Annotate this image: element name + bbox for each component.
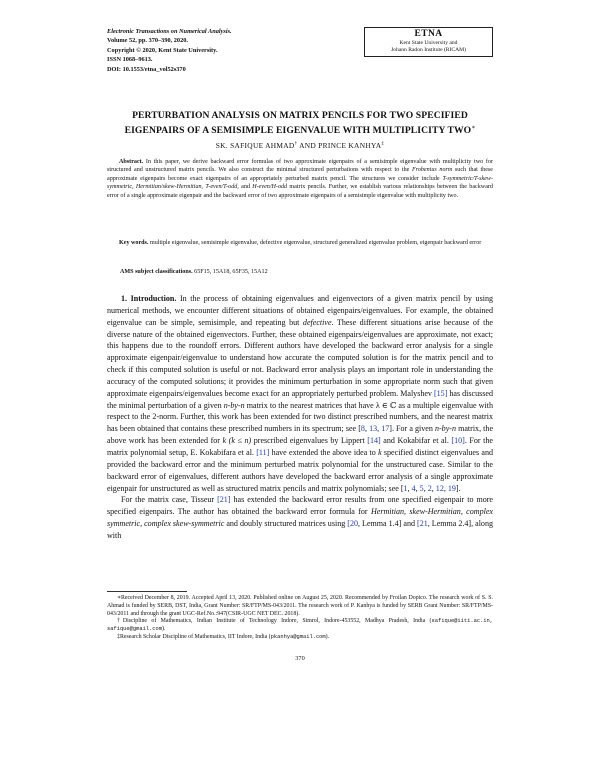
abstract-italic-1: Frobenius norm [411, 167, 453, 174]
footnote-1: ∗Received December 8, 2019. Accepted April 13, 2020. Published online on August 25, 2020. Recommended by Froilan Dopico. The research work of S. S. Ahmad is funded by SERB, DST, India, Grant Number: SR/FTP/MS-043/2011. The research work of P. Kanhya is funded by SERB Grant Number: SR/FTP/MS-043/2011 and through the grant UGC-Ref.No.:947(CSIR-UGC NET DEC. 2018). [107, 595, 493, 617]
p2-c: and doubly structured matrices using [224, 519, 348, 529]
citation-link[interactable]: 2 [427, 483, 432, 493]
footnote-3-text: ‡Research Scholar Discipline of Mathematics, IIT Indore, India ( [117, 633, 271, 640]
volume-info: Volume 52, pp. 370–390, 2020. [107, 37, 188, 45]
p1-bracket-open: [ [358, 424, 361, 434]
p2-italic: Hermitian, skew-Hermitian, complex symmetric, complex skew-symmetric [107, 507, 493, 529]
citation-link[interactable]: [20 [347, 519, 358, 529]
author-1: SK. SAFIQUE AHMAD [215, 141, 295, 150]
etna-name: ETNA [414, 29, 443, 39]
p1-comma: , [423, 483, 428, 493]
email-link[interactable]: pkanhya@gmail.com [270, 633, 326, 640]
introduction-section [107, 293, 493, 542]
citation-link[interactable]: 19 [447, 483, 456, 493]
p1-comma: , [431, 483, 436, 493]
citation-link[interactable]: [15] [433, 388, 448, 398]
abstract-label: Abstract. [119, 159, 144, 165]
abstract-italic-3: H-even/H-odd [252, 184, 288, 191]
p2-d: , Lemma 1.4] and [358, 519, 418, 529]
footnotes [107, 595, 493, 642]
citation-link[interactable]: [21] [217, 495, 231, 505]
ams-classifications [120, 268, 493, 276]
doi: DOI: 10.1553/etna_vol52s370 [107, 65, 186, 73]
ams-text: 65F15, 15A18, 65F35, 15A12 [192, 269, 268, 275]
paper-title [100, 110, 500, 137]
page-number: 370 [295, 655, 305, 662]
p1-f: matrix, the above work has been extended for [107, 424, 494, 446]
p1-comma: , [364, 424, 370, 434]
keywords-label: Key words. [119, 240, 149, 246]
author-line [100, 141, 500, 150]
citation-link[interactable]: 4 [411, 483, 416, 493]
p1-l: specified distinct eigenvalues and provided the backward error and the minimum perturbed matrix polynomial for the unstructured case. Similar to the backward error of eigenvalues, different authors have developed the backward error analysis of a single approximate eigenpair for unstructured as well as structured matrix pencils and matrix polynomials; see [107, 447, 494, 493]
keywords-text: multiple eigenvalue, semisimple eigenvalue, defective eigenvalue, structured generalized eigenvalue problem, eigenpair backward error [148, 240, 482, 246]
citation-link[interactable]: 17 [381, 424, 390, 434]
author-and: AND [297, 141, 319, 150]
keywords [107, 239, 493, 247]
p1-e: . For a given [391, 424, 435, 434]
p1-b: . These different situations arise because of the diverse nature of the obtained eigenvectors. Further, these obtained eigenpairs/eigenvalues are approximate, not exact; this happens due to the roundoff errors. Different authors have developed the backward error analysis for a single approximate eigenpair/eigenvalue to understand how accurate the computed solution is for the matrix pencil and to check if this computed solution is useful or not. Backward error analysis plays an important role in understanding the accuracy of the computed solutions; it provides the minimum perturbation in some appropriate norm such that given approximate eigenpairs/eigenvalues become exact for an appropriately perturbed problem. Malyshev [107, 317, 493, 398]
p1-bracket-close: ] [455, 483, 459, 493]
p1-d: matrix to the nearest matrices that have λ ∈ ℂ as a multiple eigenvalue with respect to the 2-norm. Further, this work has been extended for two distinct prescribed numbers, and the nearest matrix has been obtained that contains these prescribed numbers in its spectrum; see [107, 400, 493, 434]
p1-comma: , [407, 483, 412, 493]
publication-info [107, 27, 232, 74]
footnote-2 [107, 618, 493, 634]
citation-link[interactable]: [10] [451, 436, 465, 446]
title-line-1: PERTURBATION ANALYSIS ON MATRIX PENCILS FOR TWO SPECIFIED [132, 110, 468, 121]
abstract-italic-2: T-symmetric/T-skew-symmetric, Hermitian/skew-Hermitian, T-even/T-odd, [107, 175, 493, 191]
p2-e: , Lemma 2.4], along with [107, 519, 494, 540]
abstract-text-2: such that these approximate eigenpairs become exact eigenpairs of an appropriately perturbed matrix pencil. The structures we consider include [107, 167, 493, 182]
p1-k: have extended the above idea to [269, 447, 379, 457]
issn: ISSN 1068–9613. [107, 56, 153, 64]
p1-math-1: n-by-n [223, 400, 245, 410]
p1-comma: , [377, 424, 382, 434]
section-heading: 1. Introduction. [121, 294, 177, 303]
p1-bracket-close: ] [389, 424, 392, 434]
title-footnote-mark: ∗ [471, 125, 476, 131]
author-2-mark: ‡ [381, 141, 385, 147]
journal-name: Electronic Transactions on Numerical Analysis. [107, 28, 232, 35]
p1-c: has discussed the minimal perturbation of a given [107, 388, 493, 410]
p1-math-4: k [378, 447, 382, 457]
email-link[interactable]: safique@iiti.ac.in, safique@gmail.com [107, 618, 493, 633]
p1-bracket-open: [ [400, 483, 404, 493]
p1-italic: defective [302, 317, 332, 327]
p2-a: For the matrix case, Tisseur [121, 495, 218, 505]
citation-link[interactable]: [21 [417, 519, 428, 529]
citation-link[interactable]: 1 [403, 483, 408, 493]
citation-link[interactable]: 12 [435, 483, 444, 493]
p1-math-2: n-by-n [434, 424, 456, 434]
intro-paragraph-1 [107, 293, 493, 494]
p2-b: has extended the backward error results from one specified eigenpair to more specified eigenpairs. The author has obtained the backward error formula for [107, 495, 493, 517]
p1-comma: , [415, 483, 420, 493]
footnote-divider [107, 591, 187, 592]
citation-link[interactable]: 8 [360, 424, 365, 434]
p1-comma: , [443, 483, 448, 493]
p1-end: . [458, 483, 461, 493]
p1-g: prescribed eigenvalues by Lippert [251, 436, 368, 446]
abstract [107, 158, 493, 200]
footnote-2-text: †Discipline of Mathematics, Indian Institute of Technology Indore, Simrol, Indore-453552, Madhya Pradesh, India ( [117, 618, 432, 625]
title-line-2 [100, 122, 500, 137]
citation-link[interactable]: 13 [369, 424, 378, 434]
author-1-mark: † [294, 141, 298, 147]
author-2: PRINCE KANHYA [318, 141, 382, 150]
footnote-3-end: ). [325, 633, 330, 640]
footnote-2-end: ). [162, 626, 166, 633]
copyright: Copyright © 2020, Kent State University. [107, 46, 218, 54]
etna-publisher-2: Johann Radon Institute (RICAM) [390, 47, 467, 53]
citation-link[interactable]: [11] [256, 447, 270, 457]
etna-publisher-1: Kent State University and [399, 40, 458, 46]
abstract-text-4: matrix pencils. Further, we establish various relationships between the backward error of a single approximate eigenpair and the backward error of two approximate eigenpairs of a semisimple eigenvalue with multiplicity two. [107, 184, 493, 199]
abstract-text-1: In this paper, we derive backward error formulas of two approximate eigenpairs of a semisimple eigenvalue with multiplicity two for structured and unstructured matrix pencils. We also construct the minimal structured perturbations with respect to the [107, 159, 493, 174]
intro-paragraph-2 [107, 494, 493, 541]
citation-link[interactable]: 5 [419, 483, 424, 493]
citation-link[interactable]: [14] [367, 436, 381, 446]
title-line-2-text: EIGENPAIRS OF A SEMISIMPLE EIGENVALUE WITH MULTIPLICITY TWO [124, 125, 472, 137]
ams-label: AMS subject classifications. [120, 269, 193, 275]
p1-j: . For the matrix polynomial setup, E. Kokabifara et al. [107, 436, 493, 457]
etna-logo-box [364, 27, 493, 57]
footnote-3 [107, 634, 493, 642]
p1-h: and Kokabifar et al. [380, 436, 452, 446]
abstract-text-3: and [238, 184, 253, 191]
p1-math-3: k (k ≤ n) [222, 436, 252, 446]
p1-a: In the process of obtaining eigenvalues and eigenvectors of a given matrix pencil by using numerical methods, we encounter different situations of obtained eigenpairs/eigenvalues. For example, the obtained eigenvalue can be simple, semisimple, and repeating but [107, 294, 493, 327]
